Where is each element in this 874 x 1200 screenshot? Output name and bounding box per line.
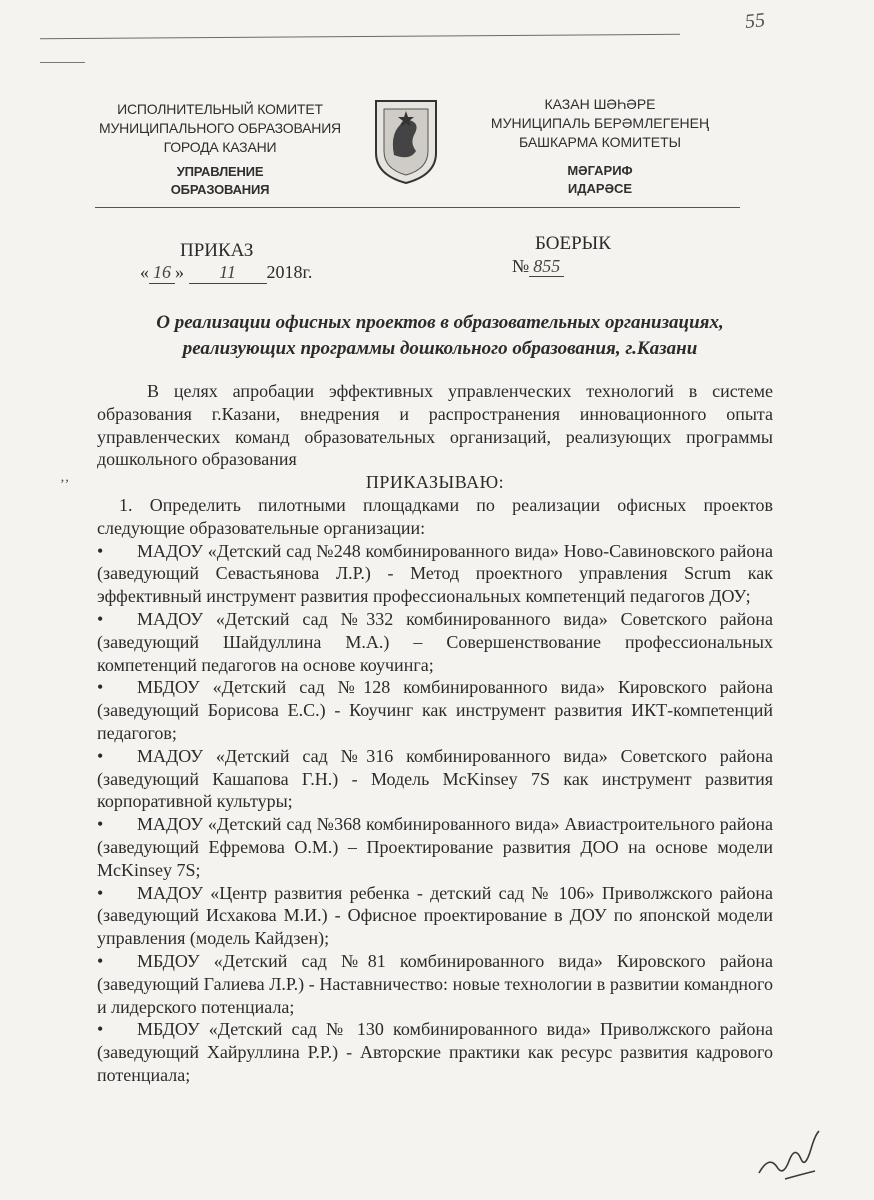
order-title-ru: ПРИКАЗ: [180, 240, 254, 261]
order-date: [140, 262, 312, 284]
bullet-item: • МБДОУ «Детский сад № 130 комбинированного вида» Приволжского района (заведующий Хайруллина Р.Р.) - Авторские практики как ресурс развития кадрового потенциала;: [97, 1019, 773, 1085]
bullet-item: • МАДОУ «Детский сад №368 комбинированного вида» Авиастроительного района (заведующий Ефремова О.М.) – Проектирование развития ДОО на основе модели McKinsey 7S;: [97, 814, 773, 880]
signature-icon: [755, 1125, 825, 1185]
header-left-line: ГОРОДА КАЗАНИ: [163, 139, 277, 155]
kazan-coat-of-arms-icon: [370, 95, 442, 185]
title-line: реализующих программы дошкольного образования, г.Казани: [182, 338, 698, 359]
header-right-line: МУНИЦИПАЛЬ БЕРӘМЛЕГЕНЕҢ: [490, 115, 710, 131]
bullet-item: • МБДОУ «Детский сад №128 комбинированного вида» Кировского района (заведующий Борисова Е.С.) - Коучинг как инструмент развития ИКТ-компетенций педагогов;: [97, 677, 773, 743]
header-left-dept-line: ОБРАЗОВАНИЯ: [170, 182, 270, 197]
scan-stroke: [40, 62, 85, 63]
title-line: О реализации офисных проектов в образовательных организациях,: [156, 312, 724, 333]
date-quote: «: [140, 262, 149, 282]
bullet-item: • МАДОУ «Детский сад №316 комбинированного вида» Советского района (заведующий Кашапова Г.Н.) - Модель McKinsey 7S как инструмент развития корпоративной культуры;: [97, 745, 773, 812]
bullet-item: • МАДОУ «Центр развития ребенка - детский сад № 106» Приволжского района (заведующий Исхакова М.И.) - Офисное проектирование в ДОУ по японской модели управления (модель Кайдзен);: [97, 882, 773, 949]
header-divider: [95, 207, 740, 208]
number-value: 855: [529, 256, 564, 277]
page-number-handwritten: 55: [743, 9, 767, 33]
decree-heading: ПРИКАЗЫВАЮ:: [365, 472, 505, 493]
header-right-dept-line: ИДАРӘСЕ: [567, 181, 633, 196]
order-number: [512, 256, 564, 277]
bullet-item: • МБДОУ «Детский сад №81 комбинированного вида» Кировского района (заведующий Галиева Л.Р.) - Наставничество: новые технологии в развитии командного и лидерского потенциала;: [97, 950, 773, 1017]
header-left-block: [70, 100, 370, 199]
header-right-dept: [470, 162, 730, 198]
number-prefix: №: [512, 256, 530, 276]
intro-paragraph: В целях апробации эффективных управленческих технологий в системе образования г.Казани, внедрения и распространения инновационного опыта управленческих команд образовательных организаций, реализующих программы дошкольного образования: [97, 381, 773, 470]
header-left-line: ИСПОЛНИТЕЛЬНЫЙ КОМИТЕТ: [117, 101, 323, 117]
order-title-tt: БОЕРЫК: [535, 233, 611, 254]
document-body: [97, 380, 773, 1087]
header-right-line: КАЗАН ШӘҺӘРЕ: [544, 96, 656, 112]
date-month: 11: [189, 262, 267, 284]
header-right-dept-line: МӘГАРИФ: [567, 163, 633, 178]
date-quote: »: [175, 262, 184, 282]
header-right-block: [470, 95, 730, 198]
date-year: 2018г.: [266, 262, 313, 282]
header-left-dept-line: УПРАВЛЕНИЕ: [176, 164, 264, 179]
bullet-item: • МАДОУ «Детский сад №332 комбинированного вида» Советского района (заведующий Шайдуллина М.А.) – Совершенствование профессиональных компетенций педагогов на основе коучинга;: [97, 608, 773, 675]
header-right-line: БАШКАРМА КОМИТЕТЫ: [518, 134, 682, 150]
date-day: 16: [149, 262, 175, 284]
scan-speck: ‚‚: [60, 470, 70, 485]
document-title: [100, 310, 780, 362]
scan-stroke: [40, 34, 680, 39]
header-left-line: МУНИЦИПАЛЬНОГО ОБРАЗОВАНИЯ: [99, 120, 341, 136]
list-item: 1. Определить пилотными площадками по реализации офисных проектов следующие образовательные организации:: [97, 494, 773, 538]
bullet-item: • МАДОУ «Детский сад №248 комбинированного вида» Ново-Савиновского района (заведующий Севастьянова Л.Р.) - Метод проектного управления Scrum как эффективный инструмент развития профессиональных компетенций педагогов ДОУ;: [97, 540, 773, 607]
header-left-dept: [70, 163, 370, 199]
